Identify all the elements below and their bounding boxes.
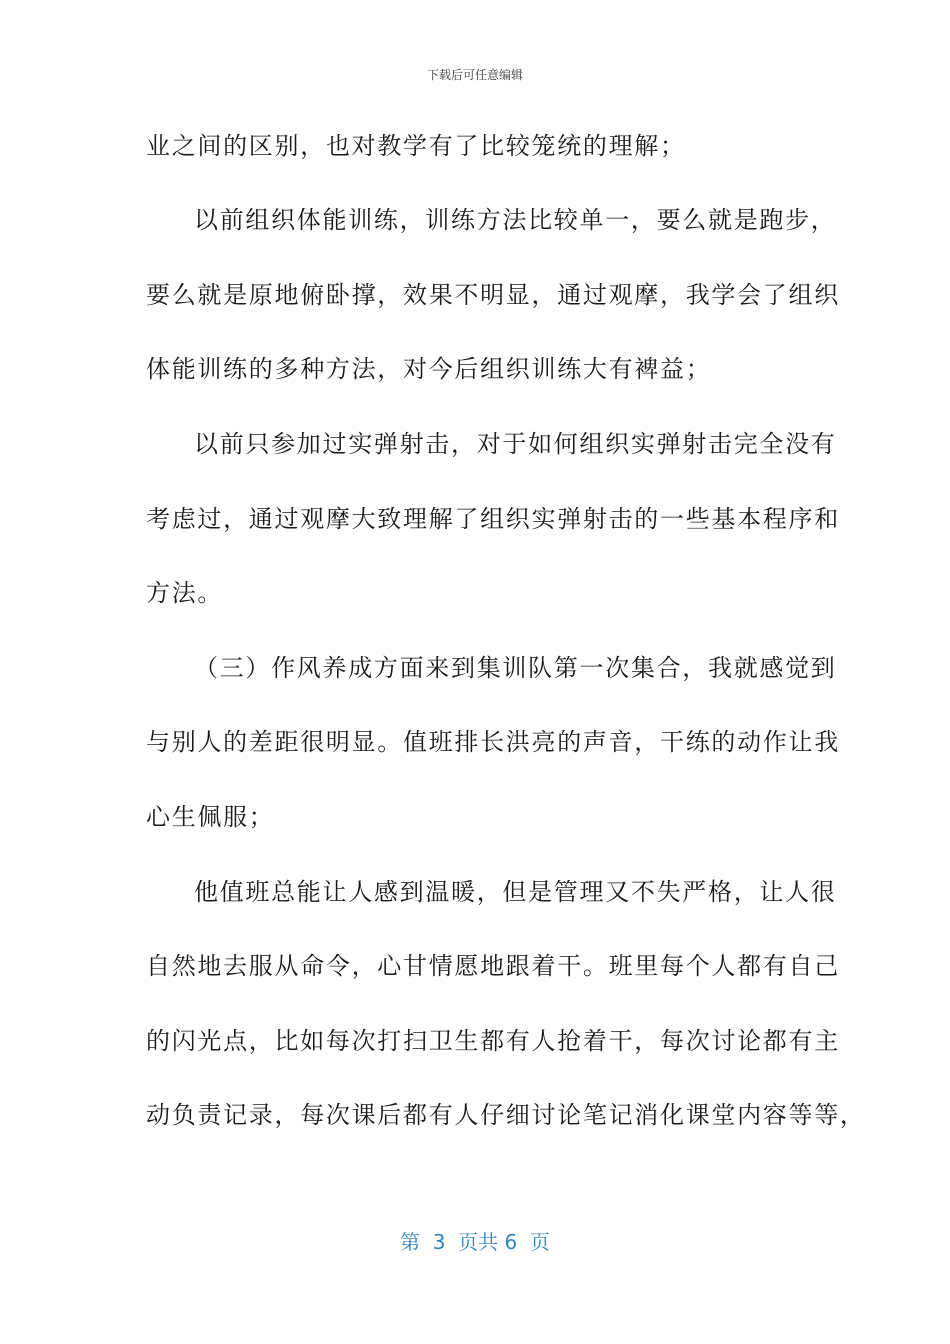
body-line-11: 他值班总能让人感到温暖，但是管理又不失严格，让人很 <box>194 878 837 906</box>
body-line-12: 自然地去服从命令，心甘情愿地跟着干。班里每个人都有自己 <box>146 952 840 980</box>
body-line-5: 以前只参加过实弹射击，对于如何组织实弹射击完全没有 <box>194 430 837 458</box>
body-line-9: 与别人的差距很明显。值班排长洪亮的声音，干练的动作让我 <box>146 728 840 756</box>
body-line-10: 心生佩服； <box>146 803 275 831</box>
body-line-6: 考虑过，通过观摩大致理解了组织实弹射击的一些基本程序和 <box>146 505 840 533</box>
body-line-13: 的闪光点，比如每次打扫卫生都有人抢着干，每次讨论都有主 <box>146 1027 840 1055</box>
body-line-3: 要么就是原地俯卧撑，效果不明显，通过观摩，我学会了组织 <box>146 281 840 309</box>
header-note: 下载后可任意编辑 <box>426 68 523 82</box>
body-line-2: 以前组织体能训练，训练方法比较单一，要么就是跑步， <box>194 206 837 234</box>
body-line-7: 方法。 <box>146 579 224 607</box>
body-line-8: （三）作风养成方面来到集训队第一次集合，我就感觉到 <box>194 654 837 682</box>
body-line-14: 动负责记录，每次课后都有人仔细讨论笔记消化课堂内容等等， <box>146 1101 866 1129</box>
body-line-1: 业之间的区别，也对教学有了比较笼统的理解； <box>146 132 686 160</box>
page-number: 第 3 页共 6 页 <box>400 1230 550 1254</box>
body-line-4: 体能训练的多种方法，对今后组织训练大有裨益； <box>146 355 712 383</box>
